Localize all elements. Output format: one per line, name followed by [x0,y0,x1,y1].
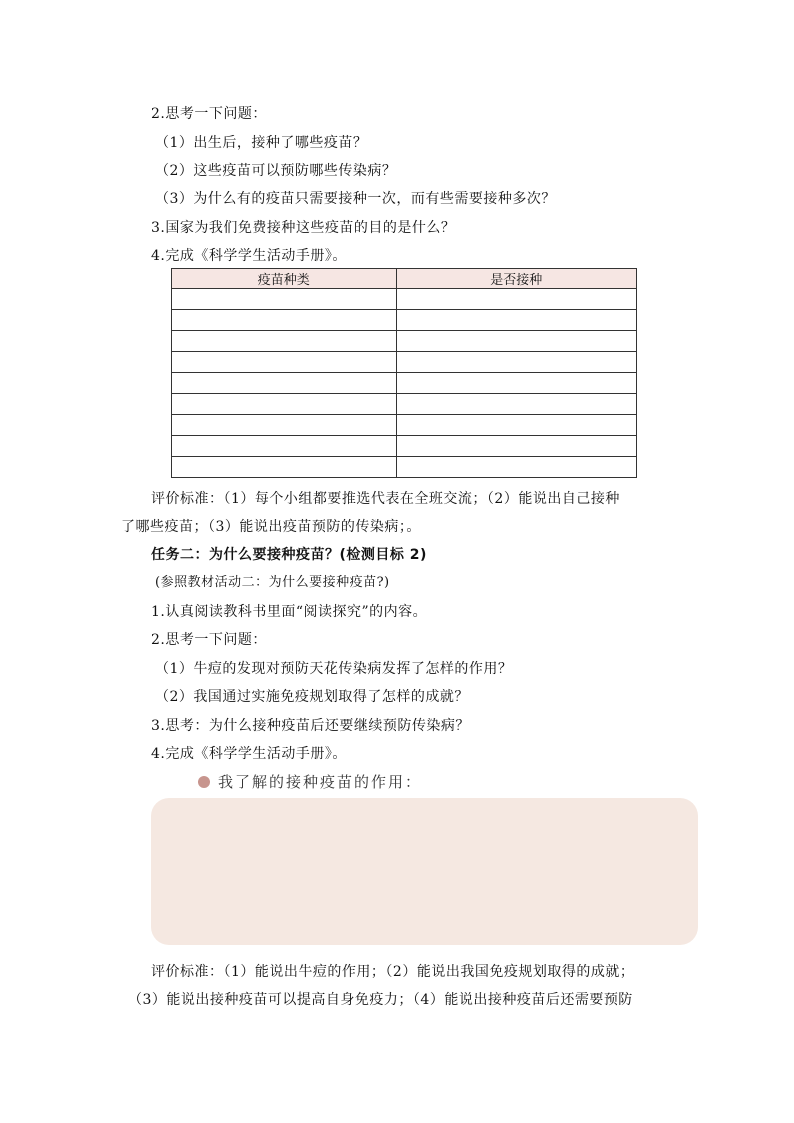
table-cell[interactable] [172,394,397,415]
table-row [172,310,637,331]
table-cell[interactable] [172,331,397,352]
question-2-2: （2）这些疫苗可以预防哪些传染病？ [155,163,397,179]
question-2-1: （1）出生后，接种了哪些疫苗？ [155,135,368,151]
criteria-2-line-1: 评价标准：（1）能说出牛痘的作用；（2）能说出我国免疫规划取得的成就； [151,964,635,980]
table-row [172,352,637,373]
table-cell[interactable] [172,436,397,457]
task-2-question-1: 1.认真阅读教科书里面“阅读探究”的内容。 [151,604,428,620]
task-2-question-2-2: （2）我国通过实施免疫规划取得了怎样的成就？ [155,689,469,705]
panel-title: 我了解的接种疫苗的作用： [218,773,423,791]
answer-panel[interactable] [151,798,698,945]
table-cell[interactable] [172,457,397,478]
table-cell[interactable] [396,457,636,478]
table-row [172,331,637,352]
bullet-dot-icon [198,776,210,788]
table-row [172,436,637,457]
task-2-reference: (参照教材活动二：为什么要接种疫苗?) [155,575,390,590]
table-header-row [172,269,637,289]
task-2-question-2: 2.思考一下问题： [151,632,267,648]
task-2-title: 任务二：为什么要接种疫苗？(检测目标 2) [151,547,427,563]
task-2-question-3: 3.思考：为什么接种疫苗后还要继续预防传染病？ [151,718,470,734]
table-cell[interactable] [396,436,636,457]
table-cell[interactable] [172,289,397,310]
table-cell[interactable] [396,415,636,436]
question-3: 3.国家为我们免费接种这些疫苗的目的是什么？ [151,220,456,236]
table-cell[interactable] [172,373,397,394]
table-row [172,373,637,394]
criteria-1-line-1: 评价标准：（1）每个小组都要推选代表在全班交流；（2）能说出自己接种 [151,491,620,507]
table-cell[interactable] [396,394,636,415]
table-cell[interactable] [172,310,397,331]
task-2-question-4: 4.完成《科学学生活动手册》。 [151,746,347,762]
table-cell[interactable] [396,331,636,352]
criteria-1-line-2: 了哪些疫苗；（3）能说出疫苗预防的传染病；。 [121,519,421,535]
table-cell[interactable] [396,310,636,331]
table-cell[interactable] [172,415,397,436]
vaccine-table [171,268,637,478]
table-row [172,415,637,436]
table-cell[interactable] [396,373,636,394]
table-row [172,457,637,478]
question-2-3: （3）为什么有的疫苗只需要接种一次，而有些需要接种多次？ [155,191,556,207]
table-row [172,289,637,310]
table-cell[interactable] [396,352,636,373]
column-header-vaccine-type: 疫苗种类 [172,269,397,289]
question-2: 2.思考一下问题： [151,106,267,122]
task-2-question-2-1: （1）牛痘的发现对预防天花传染病发挥了怎样的作用？ [155,661,513,677]
question-4: 4.完成《科学学生活动手册》。 [151,248,347,264]
table-cell[interactable] [396,289,636,310]
table-cell[interactable] [172,352,397,373]
criteria-2-line-2: （3）能说出接种疫苗可以提高自身免疫力；（4）能说出接种疫苗后还需要预防 [128,992,633,1008]
column-header-vaccinated: 是否接种 [396,269,636,289]
table-row [172,394,637,415]
